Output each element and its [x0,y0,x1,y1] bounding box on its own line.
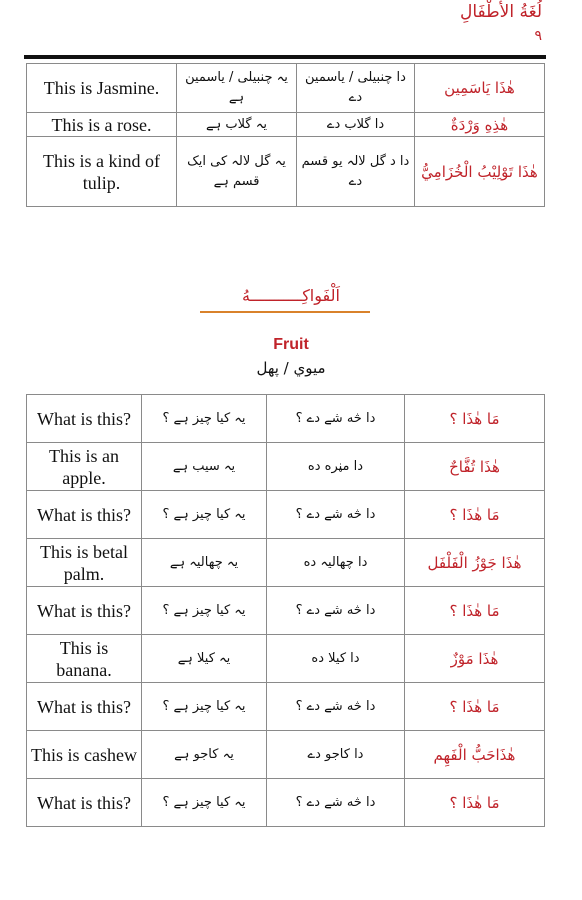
arabic-cell: هٰذَا يَاسَمِين [415,64,545,113]
pashto-cell: دا کیلا ده [267,635,405,683]
english-cell: This is banana. [27,635,142,683]
table-row [27,635,545,683]
urdu-cell: یہ کیا چیز ہے ؟ [142,395,267,443]
urdu-cell: یہ چنبیلی / یاسمین ہے [177,64,297,113]
english-cell: What is this? [27,395,142,443]
english-cell: What is this? [27,683,142,731]
table-row [27,395,545,443]
english-cell: This is an apple. [27,443,142,491]
english-cell: What is this? [27,779,142,827]
arabic-cell: هٰذَاحَبُّ الْفَهِم [405,731,545,779]
arabic-cell: مَا هٰذَا ؟ [405,779,545,827]
pashto-cell: دا مڼره ده [267,443,405,491]
arabic-cell: هٰذَا تَوْلِيْبُ الْخُزَامِيُّ [415,137,545,207]
table-row [27,137,545,207]
table-row [27,539,545,587]
table-row [27,113,545,137]
section-subtitle-urdu: میوي / پھل [256,359,326,377]
arabic-cell: مَا هٰذَا ؟ [405,491,545,539]
urdu-cell: یہ کیا چیز ہے ؟ [142,683,267,731]
section-title: اَلْفَواكِـــــــــــهُ [242,286,340,305]
urdu-cell: یہ گلاب ہے [177,113,297,137]
fruit-table [26,394,545,827]
english-cell: This is betal palm. [27,539,142,587]
english-cell: This is a kind of tulip. [27,137,177,207]
page-number: ٩ [534,28,542,44]
arabic-cell: هٰذَا جَوْزُ الْفَلْفَل [405,539,545,587]
arabic-cell: مَا هٰذَا ؟ [405,395,545,443]
table-row [27,779,545,827]
pashto-cell: دا گلاب دے [297,113,415,137]
pashto-cell: دا د گل لالہ یو قسم دے [297,137,415,207]
arabic-cell: هٰذَا تُفَّاحٌ [405,443,545,491]
pashto-cell: دا څه شے دے ؟ [267,587,405,635]
pashto-cell: دا څه شے دے ؟ [267,779,405,827]
urdu-cell: یہ کیا چیز ہے ؟ [142,587,267,635]
english-cell: What is this? [27,491,142,539]
pashto-cell: دا چنبیلی / یاسمین دے [297,64,415,113]
table-row [27,731,545,779]
table-row [27,64,545,113]
english-cell: This is a rose. [27,113,177,137]
pashto-cell: دا کاجو دے [267,731,405,779]
pashto-cell: دا څه شے دے ؟ [267,683,405,731]
english-cell: This is Jasmine. [27,64,177,113]
header-rule [24,55,546,59]
page-header-title: لُغَةُ الأَطْفَالِ [460,2,542,22]
arabic-cell: مَا هٰذَا ؟ [405,683,545,731]
english-cell: What is this? [27,587,142,635]
arabic-cell: هٰذَا مَوْزٌ [405,635,545,683]
table-row [27,587,545,635]
urdu-cell: یہ کیلا ہے [142,635,267,683]
section-rule [200,311,370,313]
urdu-cell: یہ کاجو ہے [142,731,267,779]
pashto-cell: دا چھالیہ ده [267,539,405,587]
section-subtitle-english: Fruit [273,336,309,353]
flowers-table [26,63,545,207]
arabic-cell: مَا هٰذَا ؟ [405,587,545,635]
urdu-cell: یہ کیا چیز ہے ؟ [142,779,267,827]
table-row [27,683,545,731]
urdu-cell: یہ سیب ہے [142,443,267,491]
pashto-cell: دا څه شے دے ؟ [267,395,405,443]
urdu-cell: یہ کیا چیز ہے ؟ [142,491,267,539]
table-row [27,491,545,539]
pashto-cell: دا څه شے دے ؟ [267,491,405,539]
english-cell: This is cashew [27,731,142,779]
arabic-cell: هٰذِهِ وَرْدَةٌ [415,113,545,137]
urdu-cell: یہ گل لالہ کی ایک قسم ہے [177,137,297,207]
table-row [27,443,545,491]
urdu-cell: یہ چھالیہ ہے [142,539,267,587]
